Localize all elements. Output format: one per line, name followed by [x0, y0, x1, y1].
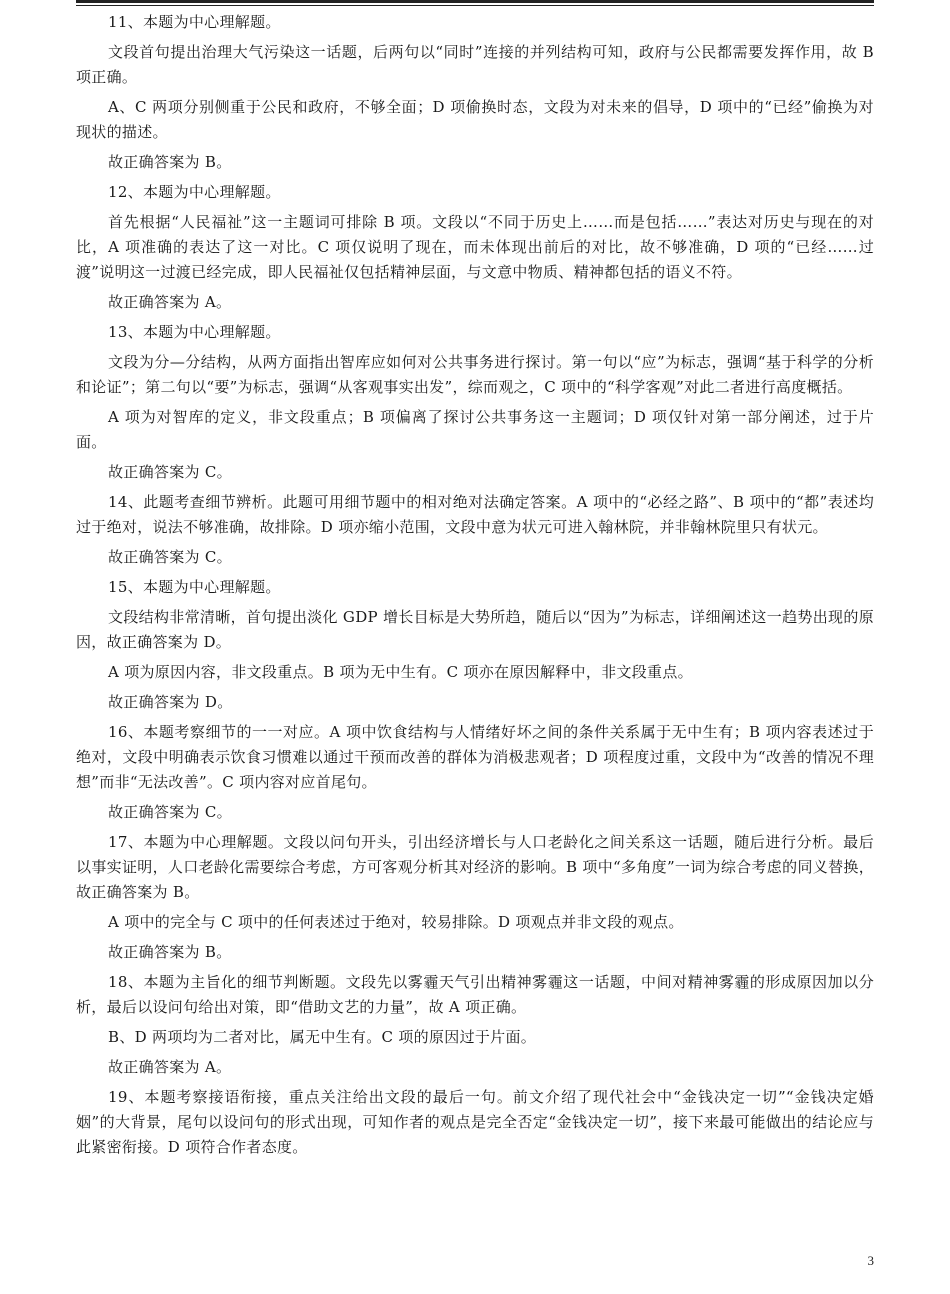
paragraph: 故正确答案为 B。	[108, 153, 232, 171]
paragraph: 11、本题为中心理解题。	[108, 13, 281, 31]
paragraph: 故正确答案为 C。	[108, 548, 232, 566]
paragraph: 16、本题考察细节的一一对应。A 项中饮食结构与人情绪好坏之间的条件关系属于无中生有；B 项内容表述过于绝对，文段中明确表示饮食习惯难以通过干预而改善的群体为消极悲观者；D 项程度过重，文段中为“改善的情况不理想”而非“无法改善”。C 项内容对应首尾句。	[76, 723, 874, 791]
paragraph: 故正确答案为 C。	[108, 463, 232, 481]
paragraph: 故正确答案为 A。	[108, 1058, 232, 1076]
paragraph: A 项为原因内容，非文段重点。B 项为无中生有。C 项亦在原因解释中，非文段重点。	[108, 663, 693, 681]
paragraph: 14、此题考查细节辨析。此题可用细节题中的相对绝对法确定答案。A 项中的“必经之路”、B 项中的“都”表述均过于绝对，说法不够准确，故排除。D 项亦缩小范围，文段中意为状元可进入翰林院，并非翰林院里只有状元。	[76, 493, 874, 536]
paragraph: 故正确答案为 C。	[108, 803, 232, 821]
paragraph: 文段为分—分结构，从两方面指出智库应如何对公共事务进行探讨。第一句以“应”为标志，强调“基于科学的分析和论证”；第二句以“要”为标志，强调“从客观事实出发”，综而观之，C 项中的“科学客观”对此二者进行高度概括。	[76, 353, 874, 396]
paragraph: 故正确答案为 D。	[108, 693, 233, 711]
paragraph: 12、本题为中心理解题。	[108, 183, 281, 201]
paragraph: 17、本题为中心理解题。文段以问句开头，引出经济增长与人口老龄化之间关系这一话题，随后进行分析。最后以事实证明，人口老龄化需要综合考虑，方可客观分析其对经济的影响。B 项中“多角度”一词为综合考虑的同义替换，故正确答案为 B。	[76, 833, 874, 901]
paragraph: 故正确答案为 B。	[108, 943, 232, 961]
header-rule-thick	[76, 0, 874, 3]
header-rule-thin	[76, 5, 874, 6]
paragraph: 首先根据“人民福祉”这一主题词可排除 B 项。文段以“不同于历史上……而是包括……”表达对历史与现在的对比，A 项准确的表达了这一对比。C 项仅说明了现在，而未体现出前后的对比，故不够准确，D 项的“已经……过渡”说明这一过渡已经完成，即人民福祉仅包括精神层面，与文意中物质、精神都包括的语义不符。	[76, 213, 874, 281]
document-body	[76, 10, 874, 1165]
paragraph: B、D 两项均为二者对比，属无中生有。C 项的原因过于片面。	[108, 1028, 537, 1046]
paragraph: A 项中的完全与 C 项中的任何表述过于绝对，较易排除。D 项观点并非文段的观点。	[108, 913, 684, 931]
paragraph: 故正确答案为 A。	[108, 293, 232, 311]
paragraph: 18、本题为主旨化的细节判断题。文段先以雾霾天气引出精神雾霾这一话题，中间对精神雾霾的形成原因加以分析，最后以设问句给出对策，即“借助文艺的力量”，故 A 项正确。	[76, 973, 874, 1016]
paragraph: 文段结构非常清晰，首句提出淡化 GDP 增长目标是大势所趋，随后以“因为”为标志，详细阐述这一趋势出现的原因，故正确答案为 D。	[76, 608, 874, 651]
paragraph: A、C 两项分别侧重于公民和政府，不够全面；D 项偷换时态，文段为对未来的倡导，D 项中的“已经”偷换为对现状的描述。	[76, 98, 874, 141]
paragraph: 19、本题考察接语衔接，重点关注给出文段的最后一句。前文介绍了现代社会中“金钱决定一切”“金钱决定婚姻”的大背景，尾句以设问句的形式出现，可知作者的观点是完全否定“金钱决定一切”，接下来最可能做出的结论应与此紧密衔接。D 项符合作者态度。	[76, 1088, 874, 1156]
paragraph: 文段首句提出治理大气污染这一话题，后两句以“同时”连接的并列结构可知，政府与公民都需要发挥作用，故 B 项正确。	[76, 43, 874, 86]
paragraph: A 项为对智库的定义，非文段重点；B 项偏离了探讨公共事务这一主题词；D 项仅针对第一部分阐述，过于片面。	[76, 408, 874, 451]
paragraph: 15、本题为中心理解题。	[108, 578, 281, 596]
paragraph: 13、本题为中心理解题。	[108, 323, 281, 341]
page-number: 3	[867, 1253, 874, 1268]
